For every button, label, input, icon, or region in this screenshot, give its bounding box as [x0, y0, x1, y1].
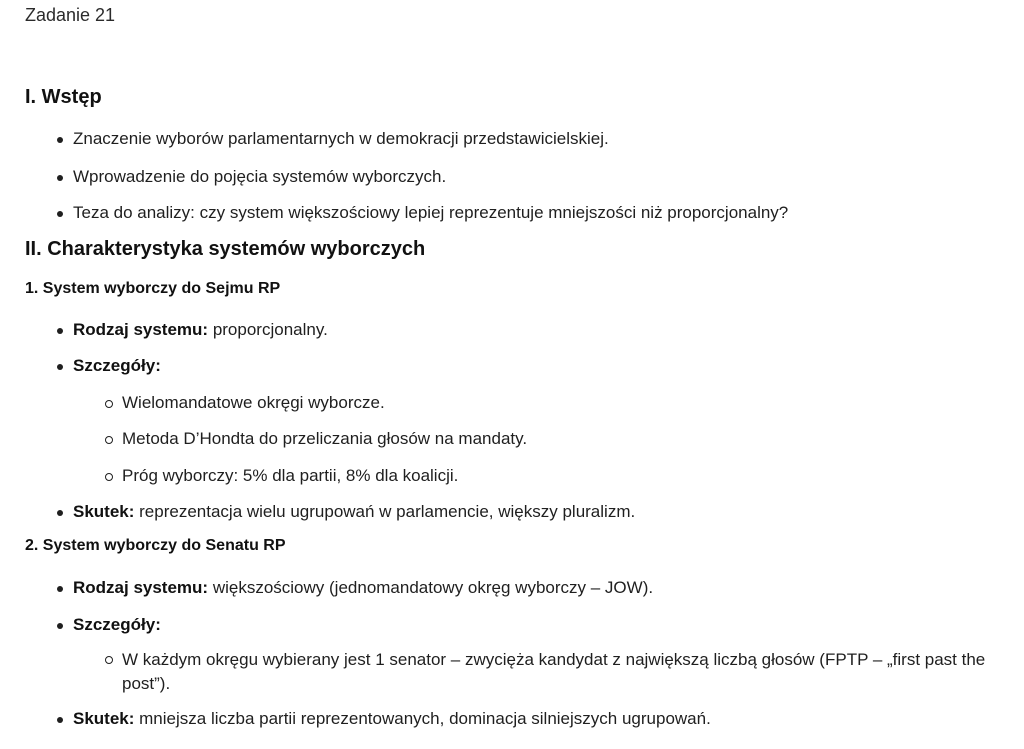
list-item-senat-effect: Skutek: mniejsza liczba partii reprezentowanych, dominacja silniejszych ugrupowań.: [73, 709, 711, 729]
sub-list-item: W każdym okręgu wybierany jest 1 senator – zwycięża kandydat z największą liczbą głosów (FPTP – „first past the post”).: [122, 648, 992, 696]
list-item-senat-details: Szczegóły:: [73, 615, 161, 635]
circle-bullet-icon: [105, 473, 113, 481]
list-item-senat-type: Rodzaj systemu: większościowy (jednomandatowy okręg wyborczy – JOW).: [73, 578, 653, 598]
sub-list-item: Metoda D’Hondta do przeliczania głosów na mandaty.: [122, 429, 527, 449]
circle-bullet-icon: [105, 400, 113, 408]
subsection-heading-senat: 2. System wyborczy do Senatu RP: [25, 537, 286, 554]
sub-list-item: Próg wyborczy: 5% dla partii, 8% dla koalicji.: [122, 466, 458, 486]
list-item: Znaczenie wyborów parlamentarnych w demokracji przedstawicielskiej.: [73, 129, 609, 149]
subsection-heading-sejm: 1. System wyborczy do Sejmu RP: [25, 280, 281, 297]
list-item-sejm-effect: Skutek: reprezentacja wielu ugrupowań w parlamencie, większy pluralizm.: [73, 502, 635, 522]
bullet-icon: [57, 211, 63, 217]
task-title: Zadanie 21: [25, 5, 116, 25]
list-item: Wprowadzenie do pojęcia systemów wyborczych.: [73, 167, 446, 187]
bullet-icon: [57, 328, 63, 334]
bullet-icon: [57, 623, 63, 629]
bullet-icon: [57, 175, 63, 181]
bullet-icon: [57, 364, 63, 370]
circle-bullet-icon: [105, 656, 113, 664]
section-heading-characteristics: II. Charakterystyka systemów wyborczych: [25, 238, 426, 260]
sub-list-item: Wielomandatowe okręgi wyborcze.: [122, 393, 385, 413]
list-item-sejm-details: Szczegóły:: [73, 356, 161, 376]
list-item-sejm-type: Rodzaj systemu: proporcjonalny.: [73, 320, 328, 340]
bullet-icon: [57, 586, 63, 592]
list-item: Teza do analizy: czy system większościowy lepiej reprezentuje mniejszości niż proporcjonalny?: [73, 203, 788, 223]
circle-bullet-icon: [105, 436, 113, 444]
bullet-icon: [57, 137, 63, 143]
section-heading-intro: I. Wstęp: [25, 86, 102, 108]
bullet-icon: [57, 510, 63, 516]
bullet-icon: [57, 717, 63, 723]
